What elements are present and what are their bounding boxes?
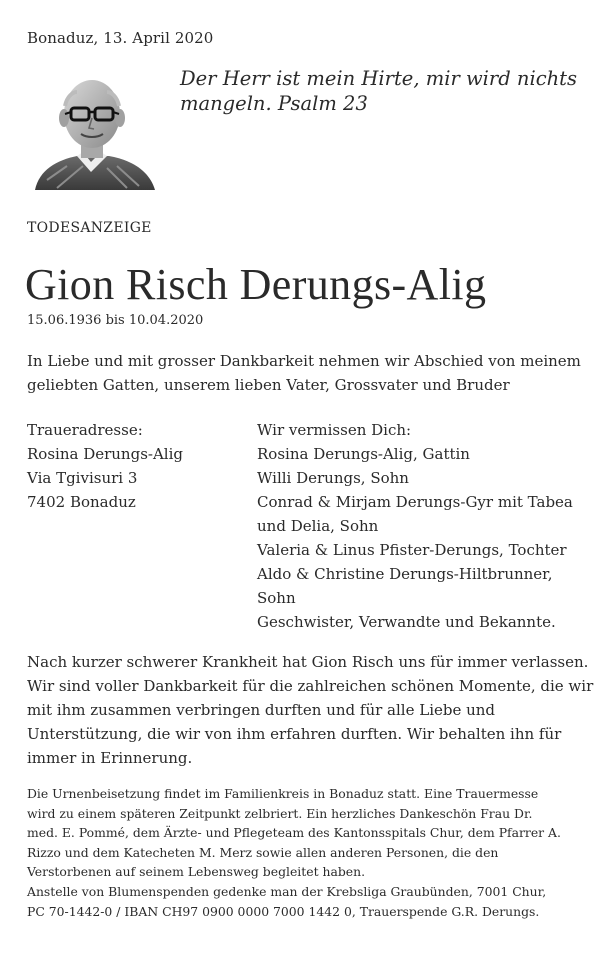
mourner-line: Wir vermissen Dich:: [257, 421, 412, 439]
message-line: Unterstützung, die wir von ihm erfahren durften. Wir behalten ihn für: [27, 725, 562, 743]
address-line: 7402 Bonaduz: [27, 493, 136, 511]
farewell-message: [27, 650, 594, 770]
mourner-line: Rosina Derungs-Alig, Gattin: [257, 445, 470, 463]
funeral-notice: [27, 784, 587, 921]
intro-line: In Liebe und mit grosser Dankbarkeit nehmen wir Abschied von meinem: [27, 352, 581, 370]
life-dates: 15.06.1936 bis 10.04.2020: [27, 313, 204, 328]
mourner-line: Conrad & Mirjam Derungs-Gyr mit Tabea: [257, 493, 573, 511]
notice-line: med. E. Pommé, dem Ärzte- und Pflegeteam des Kantonsspitals Chur, dem Pfarrer A.: [27, 825, 561, 841]
mourner-line: Geschwister, Verwandte und Bekannte.: [257, 613, 556, 631]
mourner-line: Willi Derungs, Sohn: [257, 469, 409, 487]
portrait-photo-icon: [27, 70, 158, 190]
mourner-line: Sohn: [257, 589, 296, 607]
place-date: Bonaduz, 13. April 2020: [27, 29, 214, 47]
deceased-name: Gion Risch Derungs-Alig: [25, 260, 487, 309]
notice-line: Rizzo und dem Katecheten M. Merz sowie allen anderen Personen, die den: [27, 844, 499, 860]
intro-line: geliebten Gatten, unserem lieben Vater, Grossvater und Bruder: [27, 376, 510, 394]
notice-line: PC 70-1442-0 / IBAN CH97 0900 0000 7000 1442 0, Trauerspende G.R. Derungs.: [27, 903, 540, 919]
address-line: Rosina Derungs-Alig: [27, 445, 183, 463]
mourners-list: [257, 418, 577, 634]
notice-line: Verstorbenen auf seinem Lebensweg begleitet haben.: [27, 864, 366, 880]
message-line: Nach kurzer schwerer Krankheit hat Gion Risch uns für immer verlassen.: [27, 653, 589, 671]
notice-line: Die Urnenbeisetzung findet im Familienkreis in Bonaduz statt. Eine Trauermesse: [27, 786, 539, 801]
message-line: Wir sind voller Dankbarkeit für die zahlreichen schönen Momente, die wir: [27, 677, 594, 695]
message-line: mit ihm zusammen verbringen durften und für alle Liebe und: [27, 701, 496, 719]
mourning-address: [27, 418, 183, 514]
psalm-line: mangeln. Psalm 23: [180, 92, 368, 115]
mourner-line: Valeria & Linus Pfister-Derungs, Tochter: [257, 541, 567, 559]
mourner-line: Aldo & Christine Derungs-Hiltbrunner,: [257, 565, 553, 583]
notice-line: Anstelle von Blumenspenden gedenke man der Krebsliga Graubünden, 7001 Chur,: [27, 883, 547, 899]
message-line: immer in Erinnerung.: [27, 749, 193, 767]
psalm-line: Der Herr ist mein Hirte, mir wird nichts: [180, 67, 578, 90]
address-line: Traueradresse:: [27, 421, 143, 439]
psalm-quote: [180, 66, 580, 116]
announcement-label: TODESANZEIGE: [27, 220, 152, 236]
notice-line: wird zu einem späteren Zeitpunkt zelbriert. Ein herzliches Dankeschön Frau Dr.: [27, 805, 533, 821]
address-line: Via Tgivisuri 3: [27, 469, 138, 487]
intro-text: [27, 349, 581, 397]
mourner-line: und Delia, Sohn: [257, 517, 379, 535]
